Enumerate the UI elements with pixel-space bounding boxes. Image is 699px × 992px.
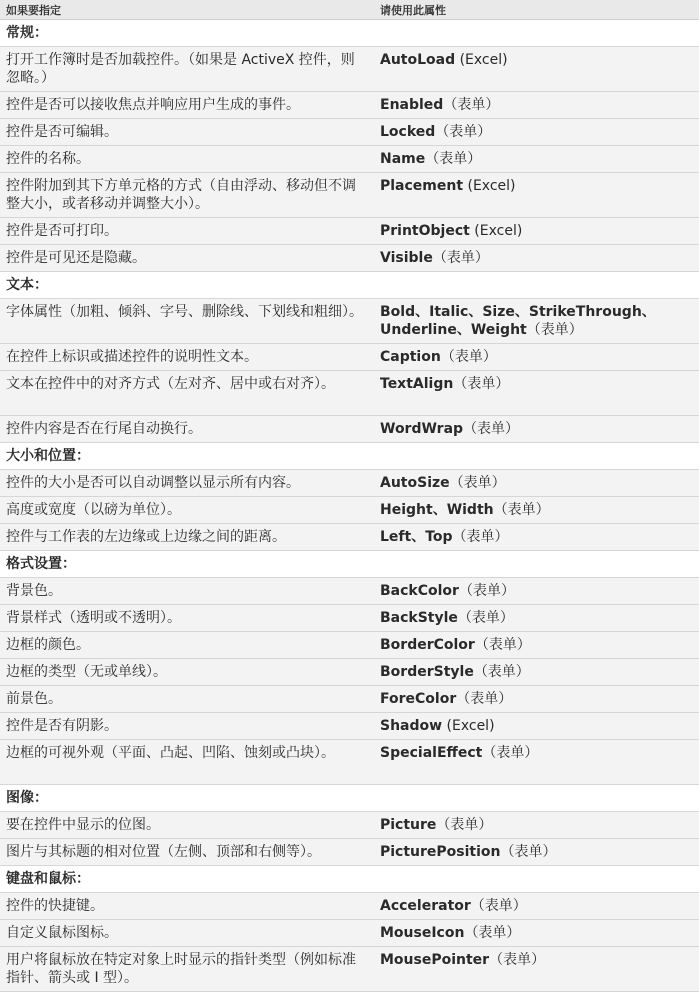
row-description: 背景样式（透明或不透明）。 xyxy=(0,605,374,632)
section-header-row xyxy=(0,20,699,47)
property-source: （表单） xyxy=(474,637,531,653)
row-description: 控件的名称。 xyxy=(0,146,374,173)
section-header-row xyxy=(0,272,699,299)
row-description: 控件的快捷键。 xyxy=(0,893,374,920)
row-description: 控件与工作表的左边缘或上边缘之间的距离。 xyxy=(0,524,374,551)
property-source: （表单） xyxy=(473,664,530,680)
row-property xyxy=(374,740,699,785)
row-description: 自定义鼠标图标。 xyxy=(0,920,374,947)
row-property xyxy=(374,173,699,218)
table-row xyxy=(0,92,699,119)
property-name: Placement xyxy=(380,178,464,194)
property-name: Left、Top xyxy=(380,529,453,545)
section-title: 键盘和鼠标： xyxy=(0,866,699,893)
property-name: PrintObject xyxy=(380,223,470,239)
row-description: 字体属性（加粗、倾斜、字号、删除线、下划线和粗细）。 xyxy=(0,299,374,344)
row-description: 高度或宽度（以磅为单位）。 xyxy=(0,497,374,524)
property-source: （表单） xyxy=(449,475,506,491)
row-description: 控件附加到其下方单元格的方式（自由浮动、移动但不调整大小，或者移动并调整大小）。 xyxy=(0,173,374,218)
table-row xyxy=(0,947,699,992)
table-row xyxy=(0,173,699,218)
row-property xyxy=(374,812,699,839)
row-property xyxy=(374,686,699,713)
row-property xyxy=(374,893,699,920)
property-name: Accelerator xyxy=(380,898,471,914)
header-row xyxy=(0,0,699,20)
property-source: （表单） xyxy=(493,502,550,518)
table-row xyxy=(0,146,699,173)
property-name: AutoLoad xyxy=(380,52,456,68)
row-description: 控件是否可以接收焦点并响应用户生成的事件。 xyxy=(0,92,374,119)
section-title: 文本： xyxy=(0,272,699,299)
property-source: （表单） xyxy=(464,925,521,941)
property-source: （表单） xyxy=(436,817,493,833)
property-name: Bold、Italic、Size、StrikeThrough、Underline、Weight xyxy=(380,304,656,338)
section-header-row xyxy=(0,443,699,470)
row-description: 图片与其标题的相对位置（左侧、顶部和右侧等）。 xyxy=(0,839,374,866)
row-description: 前景色。 xyxy=(0,686,374,713)
row-property xyxy=(374,497,699,524)
row-description: 控件是否可打印。 xyxy=(0,218,374,245)
property-name: Shadow xyxy=(380,718,443,734)
row-property xyxy=(374,218,699,245)
property-source: (Excel) xyxy=(442,718,495,734)
property-name: TextAlign xyxy=(380,376,454,392)
row-description: 要在控件中显示的位图。 xyxy=(0,812,374,839)
table-row xyxy=(0,740,699,785)
row-property xyxy=(374,299,699,344)
property-source: （表单） xyxy=(432,250,489,266)
property-name: Name xyxy=(380,151,426,167)
property-name: MouseIcon xyxy=(380,925,465,941)
property-source: （表单） xyxy=(526,322,583,338)
row-description: 边框的可视外观（平面、凸起、凹陷、蚀刻或凸块）。 xyxy=(0,740,374,785)
row-property xyxy=(374,119,699,146)
row-description: 文本在控件中的对齐方式（左对齐、居中或右对齐）。 xyxy=(0,371,374,416)
property-source: （表单） xyxy=(425,151,482,167)
table-row xyxy=(0,632,699,659)
table-row xyxy=(0,524,699,551)
property-name: MousePointer xyxy=(380,952,490,968)
property-source: （表单） xyxy=(435,124,492,140)
row-description: 用户将鼠标放在特定对象上时显示的指针类型（例如标准指针、箭头或 I 型）。 xyxy=(0,947,374,992)
property-name: Caption xyxy=(380,349,441,365)
row-property xyxy=(374,344,699,371)
row-description: 边框的颜色。 xyxy=(0,632,374,659)
row-property xyxy=(374,713,699,740)
table-body xyxy=(0,20,699,992)
header-col-property: 请使用此属性 xyxy=(374,0,699,20)
table-row xyxy=(0,416,699,443)
property-name: AutoSize xyxy=(380,475,450,491)
property-source: （表单） xyxy=(452,529,509,545)
row-property xyxy=(374,245,699,272)
row-property xyxy=(374,659,699,686)
property-source: （表单） xyxy=(456,691,513,707)
property-name: WordWrap xyxy=(380,421,464,437)
property-name: Visible xyxy=(380,250,433,266)
row-property xyxy=(374,47,699,92)
property-source: (Excel) xyxy=(455,52,508,68)
table-row xyxy=(0,119,699,146)
row-property xyxy=(374,920,699,947)
property-source: （表单） xyxy=(500,844,557,860)
property-name: ForeColor xyxy=(380,691,457,707)
table-row xyxy=(0,605,699,632)
table-row xyxy=(0,470,699,497)
table-row xyxy=(0,893,699,920)
table-row xyxy=(0,299,699,344)
row-property xyxy=(374,839,699,866)
row-description: 控件的大小是否可以自动调整以显示所有内容。 xyxy=(0,470,374,497)
property-source: （表单） xyxy=(482,745,539,761)
row-property xyxy=(374,416,699,443)
property-source: (Excel) xyxy=(469,223,523,239)
row-property xyxy=(374,524,699,551)
header-col-description: 如果要指定 xyxy=(0,0,374,20)
section-title: 常规： xyxy=(0,20,699,47)
property-name: PicturePosition xyxy=(380,844,501,860)
table-row xyxy=(0,713,699,740)
property-source: （表单） xyxy=(470,898,527,914)
table-row xyxy=(0,344,699,371)
row-property xyxy=(374,632,699,659)
property-source: （表单） xyxy=(453,376,510,392)
property-source: （表单） xyxy=(440,349,497,365)
property-name: Height、Width xyxy=(380,502,494,518)
row-description: 打开工作簿时是否加载控件。（如果是 ActiveX 控件，则忽略。） xyxy=(0,47,374,92)
table-row xyxy=(0,686,699,713)
table-row xyxy=(0,497,699,524)
section-header-row xyxy=(0,551,699,578)
row-description: 控件是否可编辑。 xyxy=(0,119,374,146)
row-description: 控件内容是否在行尾自动换行。 xyxy=(0,416,374,443)
row-description: 背景色。 xyxy=(0,578,374,605)
table-row xyxy=(0,839,699,866)
property-source: （表单） xyxy=(458,583,515,599)
property-source: （表单） xyxy=(463,421,520,437)
row-description: 控件是否有阴影。 xyxy=(0,713,374,740)
property-name: BackColor xyxy=(380,583,459,599)
table-row xyxy=(0,245,699,272)
row-property xyxy=(374,605,699,632)
row-property xyxy=(374,947,699,992)
table-row xyxy=(0,812,699,839)
section-header-row xyxy=(0,866,699,893)
section-title: 格式设置： xyxy=(0,551,699,578)
section-title: 图像： xyxy=(0,785,699,812)
row-property xyxy=(374,578,699,605)
property-name: Enabled xyxy=(380,97,444,113)
property-name: BorderStyle xyxy=(380,664,474,680)
row-property xyxy=(374,92,699,119)
property-name: Picture xyxy=(380,817,437,833)
table-row xyxy=(0,920,699,947)
section-header-row xyxy=(0,785,699,812)
row-property xyxy=(374,371,699,416)
property-source: （表单） xyxy=(443,97,500,113)
property-name: BackStyle xyxy=(380,610,458,626)
property-name: Locked xyxy=(380,124,436,140)
property-source: （表单） xyxy=(489,952,546,968)
table-row xyxy=(0,659,699,686)
row-description: 控件是可见还是隐藏。 xyxy=(0,245,374,272)
property-source: （表单） xyxy=(457,610,514,626)
row-property xyxy=(374,146,699,173)
row-description: 在控件上标识或描述控件的说明性文本。 xyxy=(0,344,374,371)
row-property xyxy=(374,470,699,497)
row-description: 边框的类型（无或单线）。 xyxy=(0,659,374,686)
table-row xyxy=(0,578,699,605)
property-source: (Excel) xyxy=(463,178,516,194)
table-row xyxy=(0,47,699,92)
table-row xyxy=(0,371,699,416)
property-name: BorderColor xyxy=(380,637,475,653)
property-name: SpecialEffect xyxy=(380,745,483,761)
section-title: 大小和位置： xyxy=(0,443,699,470)
table-row xyxy=(0,218,699,245)
